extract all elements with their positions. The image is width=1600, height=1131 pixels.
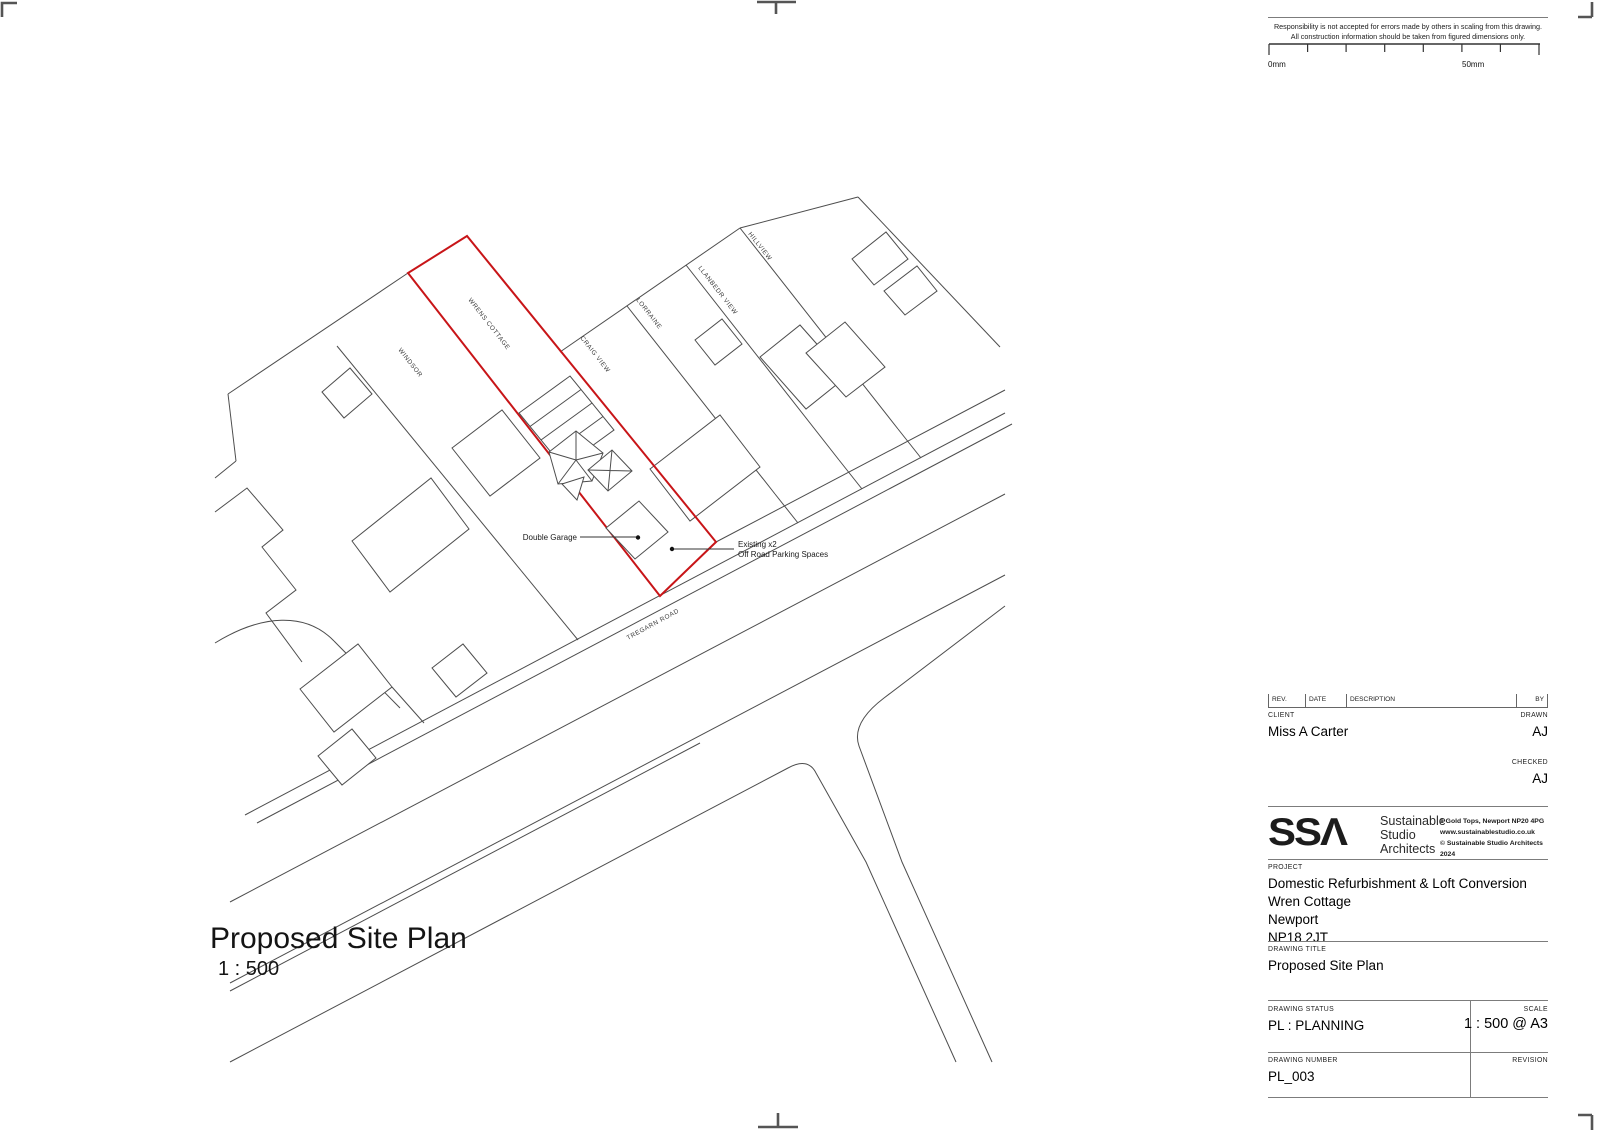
scale-bar-start-label: 0mm [1268,60,1286,69]
label-wrens-cottage: WRENS COTTAGE [466,296,512,352]
building [650,415,760,521]
project-label: PROJECT [1268,864,1303,871]
label-llanbedr-view: LLANBEDR VIEW [696,264,739,317]
divider [1268,17,1548,18]
building [352,478,469,592]
project-line-1: Domestic Refurbishment & Loft Conversion [1268,876,1527,891]
drawing-number-value: PL_003 [1268,1069,1315,1084]
double-garage-building [606,501,668,559]
label-craig-view: CRAIG VIEW [578,334,612,375]
revision-label: REVISION [1512,1057,1548,1064]
project-line-4: NP18 2JT [1268,930,1329,945]
date-column-header: DATE [1306,694,1347,707]
drawing-status-value: PL : PLANNING [1268,1018,1365,1033]
logo-name-line2: Studio [1380,828,1416,842]
by-column-header: BY [1517,694,1548,707]
title-block [1268,0,1548,1131]
building [318,729,376,785]
logo-name-line3: Architects [1380,842,1436,856]
description-column-header: DESCRIPTION [1347,694,1517,707]
west-plot-boundaries [215,273,578,785]
drawn-value: AJ [1532,724,1548,739]
divider [1268,1000,1548,1001]
scale-bar-end-label: 50mm [1462,60,1485,69]
annotations [523,533,828,559]
side-road-right-edge [857,606,1005,1062]
building [432,644,487,697]
ssa-logo: SSΛ [1268,809,1347,854]
garage-leader-dot [636,535,640,539]
label-lorraine: LORRAINE [634,296,664,331]
drawing-title-value: Proposed Site Plan [1268,958,1384,973]
rev-column-header: REV. [1268,694,1306,707]
side-road-left-edge [230,764,956,1062]
parking-annotation-line1: Existing x2 [738,540,777,549]
building [322,368,372,418]
client-name: Miss A Carter [1268,724,1349,739]
building [695,319,742,365]
logo-name-line1: Sustainable [1380,814,1446,828]
plan-caption-title: Proposed Site Plan [210,922,467,955]
label-tregarn-road: TREGARN ROAD [625,607,681,642]
checked-label: CHECKED [1511,759,1548,766]
divider [1268,859,1548,860]
scaling-disclaimer [1268,22,1548,42]
revision-table-header [1268,694,1548,708]
drawing-status-label: DRAWING STATUS [1268,1006,1335,1013]
crop-mark-top-left [2,3,17,17]
logo-address: 1 Gold Tops, Newport NP20 4PG [1440,818,1545,825]
scale-label: SCALE [1523,1006,1548,1013]
drawing-title-label: DRAWING TITLE [1268,946,1327,953]
checked-value: AJ [1532,771,1548,786]
disclaimer-line-2: All construction information should be taken from figured dimensions only. [1290,32,1526,41]
crop-mark-bottom-center [758,1113,798,1127]
crop-mark-top-center [757,2,796,14]
divider [1268,1052,1548,1053]
parking-annotation-line2: Off Road Parking Spaces [738,550,829,559]
divider [1268,806,1548,807]
plan-caption-scale: 1 : 500 [218,958,280,980]
crop-mark-top-right [1578,2,1592,17]
drawing-number-label: DRAWING NUMBER [1268,1057,1338,1064]
scale-bar [1268,42,1548,72]
building [852,232,908,285]
parking-leader-dot [670,547,674,551]
double-garage-annotation: Double Garage [522,533,577,542]
logo-website: www.sustainablestudio.co.uk [1440,829,1535,836]
divider [1268,1097,1548,1098]
logo-copyright: © Sustainable Studio Architects 2024 [1440,840,1543,858]
label-hillview: HILLVIEW [746,230,773,263]
project-line-3: Newport [1268,912,1319,927]
client-label: CLIENT [1268,712,1295,719]
project-line-2: Wren Cottage [1268,894,1352,909]
divider [1470,1000,1471,1097]
wren-cottage-buildings [519,376,668,559]
building [300,644,392,732]
crop-mark-bottom-right [1578,1115,1592,1130]
building [884,266,937,315]
drawn-label: DRAWN [1520,712,1548,719]
disclaimer-line-1: Responsibility is not accepted for errors made by others in scaling from this drawing. [1273,22,1543,31]
label-windsor: WINDSOR [396,346,424,379]
scale-value: 1 : 500 @ A3 [1463,1016,1548,1032]
road-lines [230,390,1012,1062]
divider [1268,941,1548,942]
